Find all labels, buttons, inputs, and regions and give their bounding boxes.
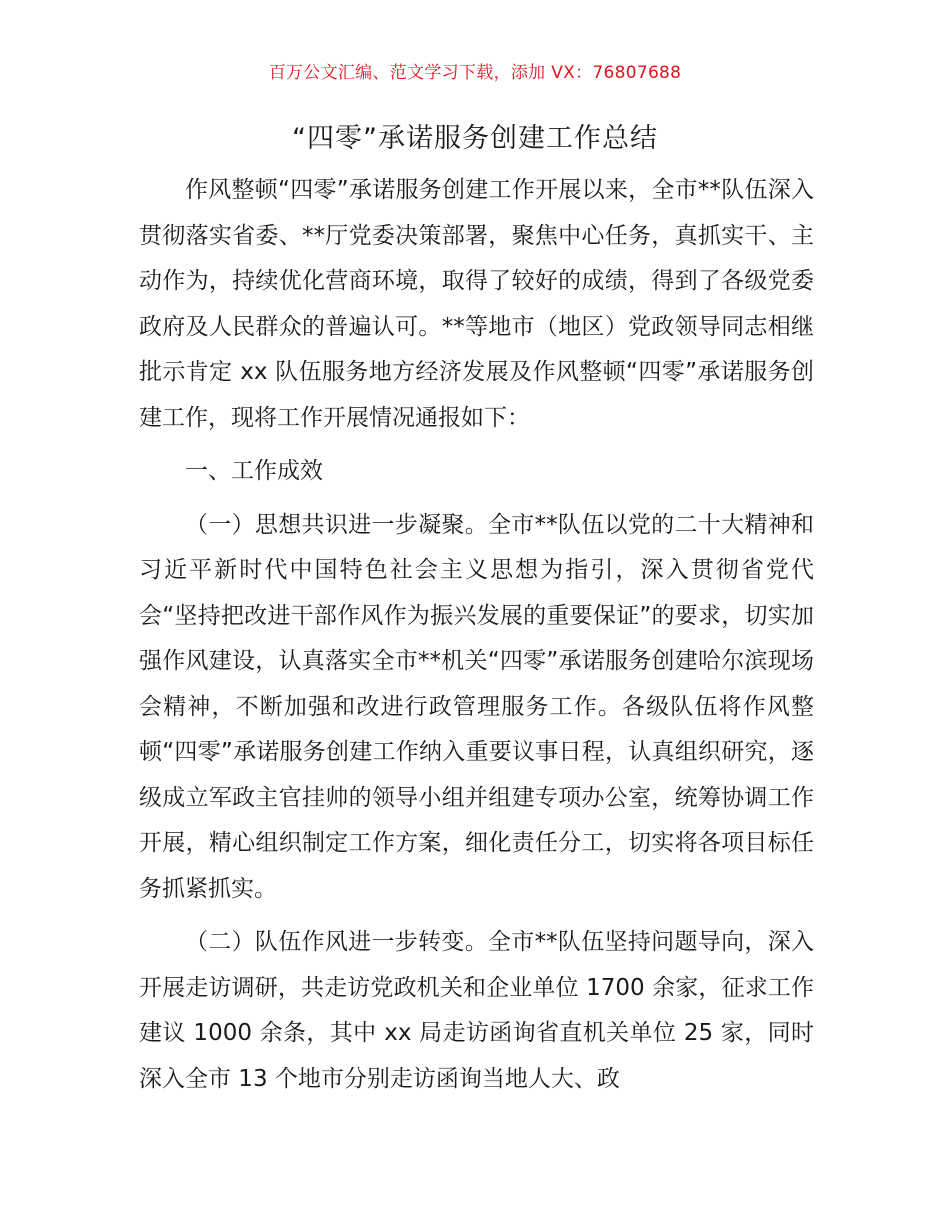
intro-paragraph: 作风整顿“四零”承诺服务创建工作开展以来，全市**队伍深入贯彻落实省委、**厅党委决策部署，聚焦中心任务，真抓实干、主动作为，持续优化营商环境，取得了较好的成绩，得到了各级党委政府及人民群众的普遍认可。**等地市（地区）党政领导同志相继批示肯定 xx 队伍服务地方经济发展及作风整顿“四零”承诺服务创建工作，现将工作开展情况通报如下： [139, 177, 814, 431]
header-watermark-note: 百万公文汇编、范文学习下载，添加 VX：76807688 [268, 63, 682, 83]
body-paragraph: （一）思想共识进一步凝聚。全市**队伍以党的二十大精神和习近平新时代中国特色社会主义思想为指引，深入贯彻省党代会“坚持把改进干部作风作为振兴发展的重要保证”的要求，切实加强作风建设，认真落实全市**机关“四零”承诺服务创建哈尔滨现场会精神，不断加强和改进行政管理服务工作。各级队伍将作风整顿“四零”承诺服务创建工作纳入重要议事日程，认真组织研究，逐级成立军政主官挂帅的领导小组并组建专项办公室，统筹协调工作开展，精心组织制定工作方案，细化责任分工，切实将各项目标任务抓紧抓实。 [139, 511, 814, 902]
section-heading: 一、工作成效 [185, 458, 323, 484]
document-body [139, 168, 814, 1102]
body-paragraph: （二）队伍作风进一步转变。全市**队伍坚持问题导向，深入开展走访调研，共走访党政机关和企业单位 1700 余家，征求工作建议 1000 余条，其中 xx 局走访函询省直机关单位 25 家，同时深入全市 13 个地市分别走访函询当地人大、政 [139, 929, 814, 1092]
document-title: “四零”承诺服务创建工作总结 [292, 123, 658, 154]
